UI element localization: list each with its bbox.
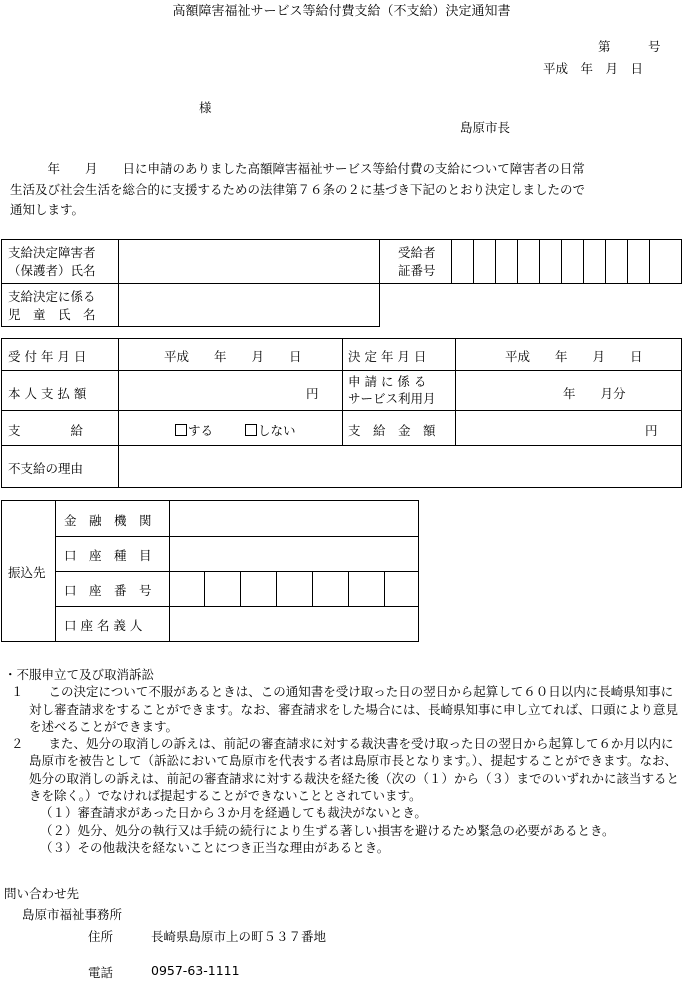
checkbox-icon[interactable] [245,424,257,436]
contact-heading: 問い合わせ先 [4,886,80,901]
phone-label: 電話 [88,965,114,980]
bank-label: 金 融 機 関 [64,513,152,528]
addressee-suffix: 様 [199,100,212,115]
service-month-label: 申 請 に 係 る サービス利用月 [348,374,436,406]
payment-unit: 円 [306,386,319,401]
received-date-label: 受 付 年 月 日 [8,349,87,364]
account-number-label: 口 座 番 号 [64,583,152,598]
body-line-1: 年 月 日に申請のありました高額障害福祉サービス等給付費の支給について障害者の日常 [10,161,585,176]
address-label: 住所 [88,929,114,944]
document-title: 高額障害福祉サービス等給付費支給（不支給）決定通知書 [172,4,511,19]
notes-sub-3: （３）その他裁決を経ないことにつき正当な理由があるとき。 [40,839,390,855]
phone-value: 0957-63-1111 [151,963,240,978]
received-date-value: 平成 年 月 日 [164,349,302,364]
recipient-label: 支給決定障害者 （保護者）氏名 [8,245,96,278]
amount-unit: 円 [645,423,658,438]
notes-item-1: １ この決定について不服があるときは、この通知書を受け取った日の翌日から起算して６０日以内に長崎県知事に対し審査請求をすることができます。なお、審査請求をした場合には、長崎県知事に申し立てれば、口頭により意見を述べることができます。 [11,684,679,734]
notes-heading: ・不服申立て及び取消訴訟 [4,667,155,682]
address-value: 長崎県島原市上の町５３７番地 [151,929,327,944]
notes-sub-1: （１）審査請求があった日から３か月を経過しても裁決がないとき。 [40,805,427,821]
certificate-number-label: 受給者 証番号 [398,245,436,278]
checkbox-icon[interactable] [175,424,187,436]
decision-date-value: 平成 年 月 日 [505,349,643,364]
body-text [10,159,585,221]
supply-label: 支 給 [8,423,84,438]
service-month-value: 年 月分 [563,386,626,401]
child-name-label: 支給決定に係る 児 童 氏 名 [8,289,96,322]
amount-label: 支 給 金 額 [348,423,436,438]
payment-label: 本 人 支 払 額 [8,386,87,401]
contact-office: 島原市福祉事務所 [22,907,123,922]
supply-no-option[interactable]: しない [245,421,296,439]
body-line-2: 生活及び社会生活を総合的に支援するための法律第７６条の２に基づき下記のとおり決定しましたので [10,181,586,197]
non-payment-reason-label: 不支給の理由 [8,461,84,476]
transfer-section-label: 振込先 [8,565,46,580]
body-line-3: 通知します。 [10,202,85,217]
notes-sub-2: （２）処分、処分の執行又は手続の続行により生ずる著しい損害を避けるため緊急の必要があるとき。 [40,822,615,838]
account-type-label: 口 座 種 目 [64,548,152,563]
decision-date-label: 決 定 年 月 日 [348,349,427,364]
notes-item-2: ２ また、処分の取消しの訴えは、前記の審査請求に対する裁決書を受け取った日の翌日から起算して６か月以内に島原市を被告として（訴訟において島原市を代表する者は島原市長となります。）、提起することができます。なお、処分の取消しの訴えは、前記の審査請求に対する裁決を経た後（次の（１）から（３）までのいずれかに該当するときを除く。）でなければ提起することができないこととされています。 [11,736,680,804]
document-number: 第 号 [598,39,661,54]
issuer-name: 島原市長 [460,120,511,135]
document-date: 平成 年 月 日 [543,61,644,76]
supply-yes-option[interactable]: する [175,421,213,439]
appeal-notes [4,666,680,856]
account-holder-label: 口 座 名 義 人 [64,618,143,633]
